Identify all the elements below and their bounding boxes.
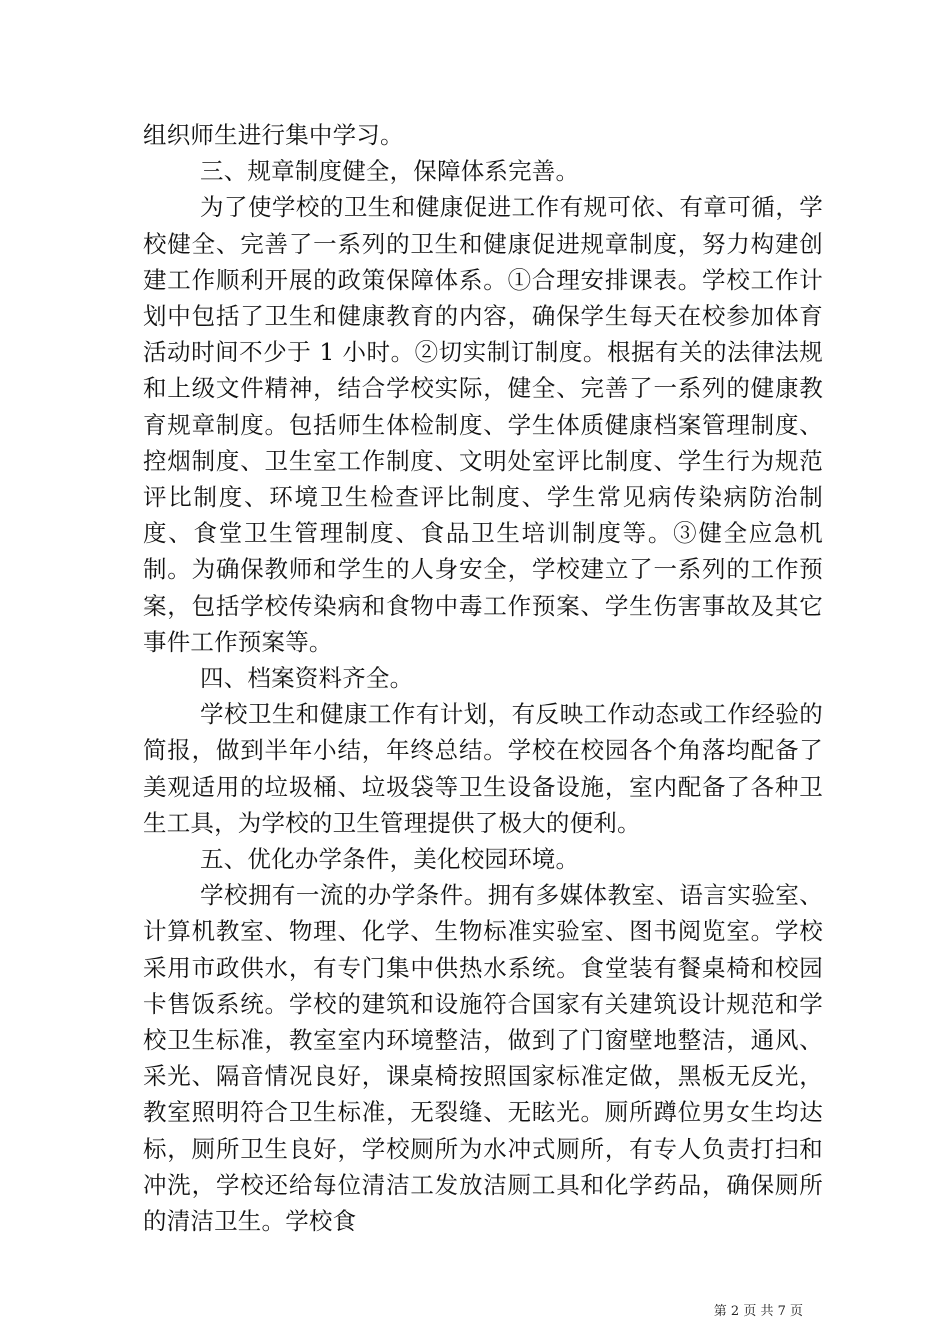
page-number: 第 2 页 共 7 页 <box>713 1304 803 1319</box>
paragraph-continuation: 组织师生进行集中学习。 <box>143 121 404 149</box>
section-heading-3: 三、规章制度健全，保障体系完善。 <box>200 157 580 186</box>
section-heading-4: 四、档案资料齐全。 <box>200 664 414 693</box>
paragraph-regulations: 为了使学校的卫生和健康促进工作有规可依、有章可循，学校健全、完善了一系列的卫生和健康促进规章制度，努力构建创建工作顺利开展的政策保障体系。①合理安排课表。学校工作计划中包括了卫生和健康教育的内容，确保学生每天在校参加体育活动时间不少于 1 小时。②切实制订制度。根据有关的法律法规和上级文件精神，结合学校实际，健全、完善了一系列的健康教育规章制度。包括师生体检制度、学生体质健康档案管理制度、控烟制度、卫生室工作制度、文明处室评比制度、学生行为规范评比制度、环境卫生检查评比制度、学生常见病传染病防治制度、食堂卫生管理制度、食品卫生培训制度等。③健全应急机制。为确保教师和学生的人身安全，学校建立了一系列的工作预案，包括学校传染病和食物中毒工作预案、学生伤害事故及其它事件工作预案等。 <box>143 193 823 656</box>
paragraph-archives: 学校卫生和健康工作有计划，有反映工作动态或工作经验的简报，做到半年小结，年终总结。学校在校园各个角落均配备了美观适用的垃圾桶、垃圾袋等卫生设备设施，室内配备了各种卫生工具，为学校的卫生管理提供了极大的便利。 <box>143 700 823 837</box>
section-heading-5: 五、优化办学条件，美化校园环境。 <box>200 845 580 874</box>
document-body <box>143 117 823 1239</box>
paragraph-conditions: 学校拥有一流的办学条件。拥有多媒体教室、语言实验室、计算机教室、物理、化学、生物标准实验室、图书阅览室。学校采用市政供水，有专门集中供热水系统。食堂装有餐桌椅和校园卡售饭系统。学校的建筑和设施符合国家有关建筑设计规范和学校卫生标准，教室室内环境整洁，做到了门窗壁地整洁，通风、采光、隔音情况良好，课桌椅按照国家标准定做，黑板无反光，教室照明符合卫生标准，无裂缝、无眩光。厕所蹲位男女生均达标，厕所卫生良好，学校厕所为水冲式厕所，有专人负责打扫和冲洗，学校还给每位清洁工发放洁厕工具和化学药品，确保厕所的清洁卫生。学校食 <box>143 881 823 1236</box>
